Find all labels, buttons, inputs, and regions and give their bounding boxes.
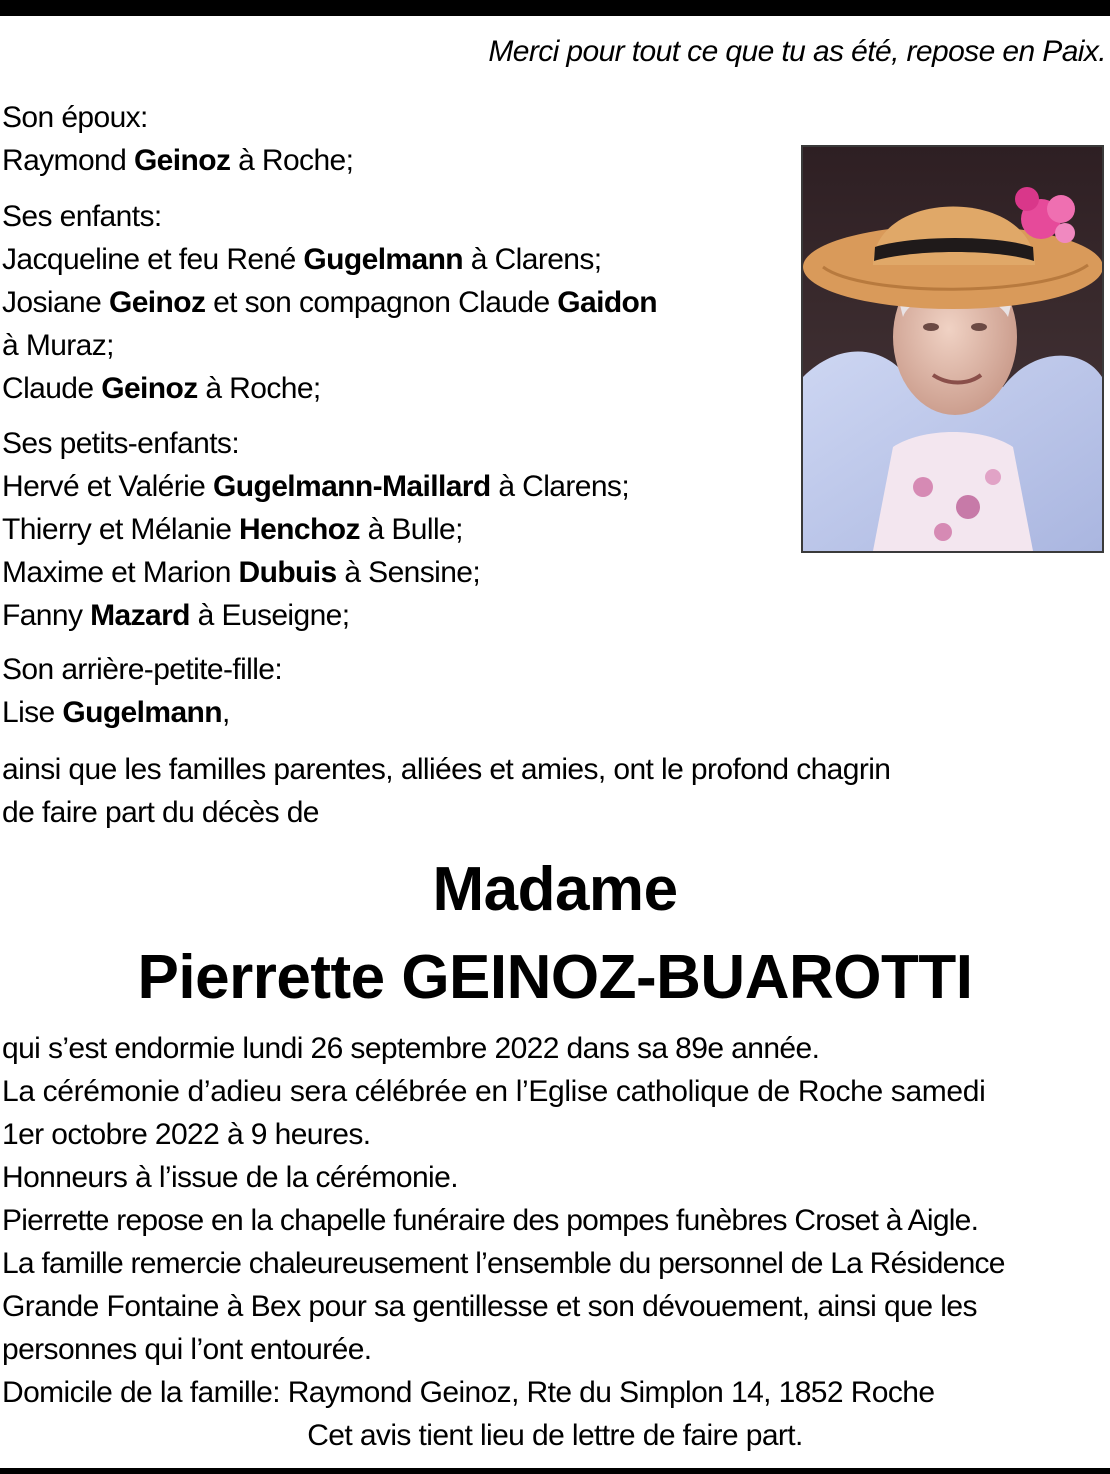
grandchild-line: Maxime et Marion Dubuis à Sensine; xyxy=(2,556,481,589)
details-line: qui s’est endormie lundi 26 septembre 2022 dans sa 89e année. xyxy=(2,1032,820,1065)
child-line: Jacqueline et feu René Gugelmann à Clarens; xyxy=(2,243,602,276)
family-children-section xyxy=(2,195,657,410)
details-line: La famille remercie chaleureusement l’ensemble du personnel de La Résidence xyxy=(2,1247,1005,1280)
epigraph: Merci pour tout ce que tu as été, repose en Paix. xyxy=(488,35,1106,68)
family-grandchildren-section xyxy=(2,422,629,637)
details-line: Domicile de la famille: Raymond Geinoz, Rte du Simplon 14, 1852 Roche xyxy=(2,1376,935,1409)
grandchild-line: Fanny Mazard à Euseigne; xyxy=(2,599,350,632)
bottom-rule xyxy=(0,1468,1110,1474)
intro-line-2: de faire part du décès de xyxy=(2,796,319,829)
details-block xyxy=(2,1027,1005,1414)
deceased-title: Madame xyxy=(432,855,678,924)
grandchildren-heading: Ses petits-enfants: xyxy=(2,427,240,460)
intro-line-1: ainsi que les familles parentes, alliées et amies, ont le profond chagrin xyxy=(2,753,891,786)
portrait-illustration xyxy=(803,147,1102,551)
spouse-heading: Son époux: xyxy=(2,101,148,134)
great-grandchild-line: Lise Gugelmann, xyxy=(2,696,230,729)
great-grandchild-heading: Son arrière-petite-fille: xyxy=(2,653,283,686)
spouse-line: Raymond Geinoz à Roche; xyxy=(2,144,354,177)
grandchild-line: Hervé et Valérie Gugelmann-Maillard à Clarens; xyxy=(2,470,630,503)
portrait-photo xyxy=(801,145,1104,553)
family-spouse-section xyxy=(2,96,353,182)
details-line: Honneurs à l’issue de la cérémonie. xyxy=(2,1161,458,1194)
details-line: 1er octobre 2022 à 9 heures. xyxy=(2,1118,371,1151)
child-line: Josiane Geinoz et son compagnon Claude Gaidon xyxy=(2,286,658,319)
details-line: personnes qui l’ont entourée. xyxy=(2,1333,372,1366)
family-great-grandchild-section xyxy=(2,648,282,734)
children-heading: Ses enfants: xyxy=(2,200,162,233)
closing-note: Cet avis tient lieu de lettre de faire part. xyxy=(307,1419,803,1452)
top-rule xyxy=(0,0,1110,16)
deceased-name: Pierrette GEINOZ-BUAROTTI xyxy=(137,943,973,1012)
child-line: à Muraz; xyxy=(2,329,114,362)
intro-text xyxy=(2,748,890,834)
details-line: Pierrette repose en la chapelle funéraire des pompes funèbres Croset à Aigle. xyxy=(2,1204,979,1237)
grandchild-line: Thierry et Mélanie Henchoz à Bulle; xyxy=(2,513,463,546)
details-line: La cérémonie d’adieu sera célébrée en l’Eglise catholique de Roche samedi xyxy=(2,1075,986,1108)
details-line: Grande Fontaine à Bex pour sa gentillesse et son dévouement, ainsi que les xyxy=(2,1290,977,1323)
child-line: Claude Geinoz à Roche; xyxy=(2,372,321,405)
